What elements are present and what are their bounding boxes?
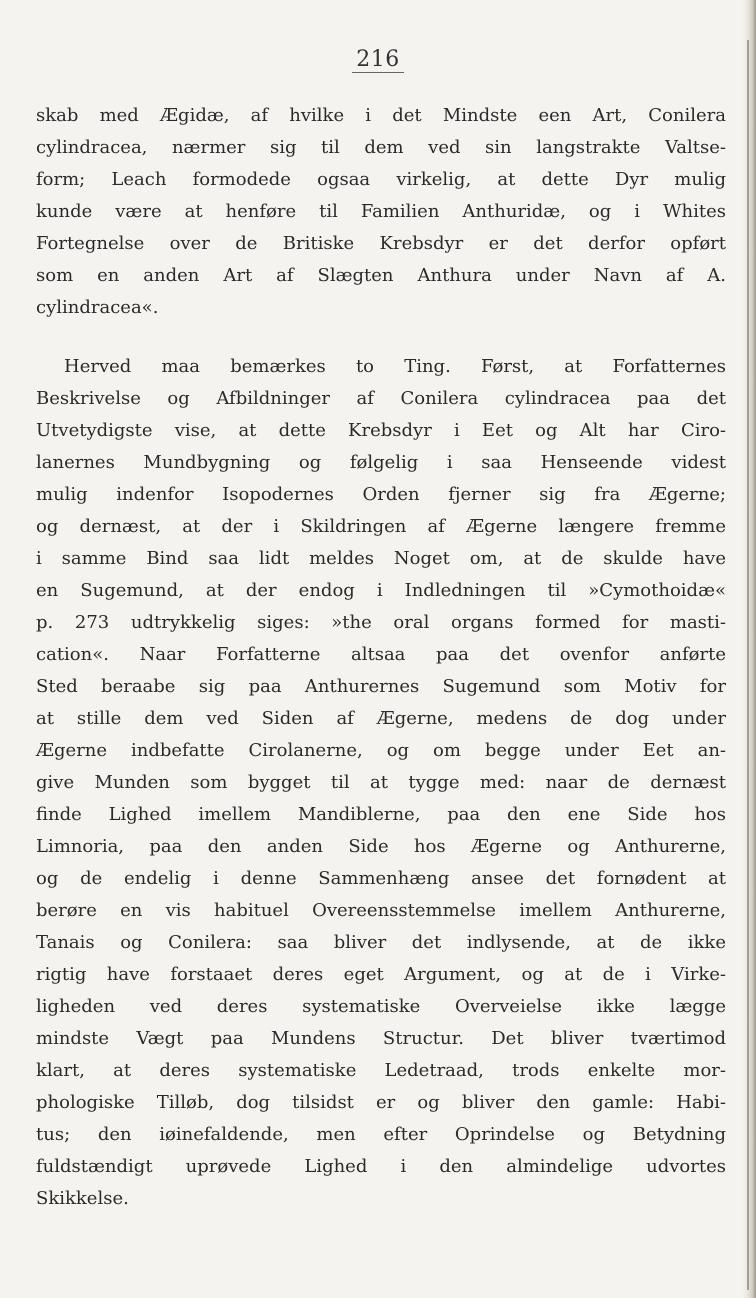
text-line: at stille dem ved Siden af Ægerne, medens de dog under [36,708,726,729]
text-line: mulig indenfor Isopodernes Orden fjerner sig fra Ægerne; [36,484,726,505]
text-line: berøre en vis habituel Overeensstemmelse imellem Anthurerne, [36,900,726,921]
text-line: form; Leach formodede ogsaa virkelig, at dette Dyr mulig [36,169,726,190]
text-line: p. 273 udtrykkelig siges: »the oral organs formed for masti- [36,612,726,633]
page-number [0,46,756,74]
text-line: i samme Bind saa lidt meldes Noget om, at de skulde have [36,548,726,569]
text-line: mindste Vægt paa Mundens Structur. Det bliver tværtimod [36,1028,726,1049]
body-text [36,100,726,1215]
text-line: Tanais og Conilera: saa bliver det indlysende, at de ikke [36,932,726,953]
text-line: Skikkelse. [36,1188,129,1209]
text-line: cylindracea, nærmer sig til dem ved sin langstrakte Valtse- [36,137,726,158]
text-line: og dernæst, at der i Skildringen af Ægerne længere fremme [36,516,726,537]
text-line: cation«. Naar Forfatterne altsaa paa det ovenfor anførte [36,644,726,665]
text-line: Fortegnelse over de Britiske Krebsdyr er det derfor opført [36,233,726,254]
paragraph-gap [36,324,726,351]
text-line: lanernes Mundbygning og følgelig i saa Henseende videst [36,452,726,473]
text-line: og de endelig i denne Sammenhæng ansee det fornødent at [36,868,726,889]
text-line: klart, at deres systematiske Ledetraad, trods enkelte mor- [36,1060,726,1081]
text-line: Ægerne indbefatte Cirolanerne, og om begge under Eet an- [36,740,726,761]
text-line: Sted beraabe sig paa Anthurernes Sugemund som Motiv for [36,676,726,697]
text-line: rigtig have forstaaet deres eget Argument, og at de i Virke- [36,964,726,985]
text-line: Beskrivelse og Afbildninger af Conilera cylindracea paa det [36,388,726,409]
text-line: tus; den iøinefaldende, men efter Oprindelse og Betydning [36,1124,726,1145]
page-edge-line [747,40,749,1290]
text-line: finde Lighed imellem Mandiblerne, paa den ene Side hos [36,804,726,825]
text-line: Utvetydigste vise, at dette Krebsdyr i Eet og Alt har Ciro- [36,420,726,441]
text-line: Limnoria, paa den anden Side hos Ægerne og Anthurerne, [36,836,726,857]
page-edge-shadow [742,0,756,1298]
text-line: phologiske Tilløb, dog tilsidst er og bliver den gamle: Habi- [36,1092,726,1113]
text-line: fuldstændigt uprøvede Lighed i den almindelige udvortes [36,1156,726,1177]
text-line: cylindracea«. [36,297,159,318]
page-number-text: 216 [352,48,404,73]
text-line: skab med Ægidæ, af hvilke i det Mindste een Art, Conilera [36,105,726,126]
text-line: Herved maa bemærkes to Ting. Først, at Forfatternes [64,356,726,377]
text-line: som en anden Art af Slægten Anthura under Navn af A. [36,265,726,286]
text-line: kunde være at henføre til Familien Anthuridæ, og i Whites [36,201,726,222]
text-line: give Munden som bygget til at tygge med: naar de dernæst [36,772,726,793]
paragraph-2 [36,351,726,1215]
text-line: ligheden ved deres systematiske Overveielse ikke lægge [36,996,726,1017]
text-line: en Sugemund, at der endog i Indledningen til »Cymothoidæ« [36,580,726,601]
paragraph-1 [36,100,726,324]
